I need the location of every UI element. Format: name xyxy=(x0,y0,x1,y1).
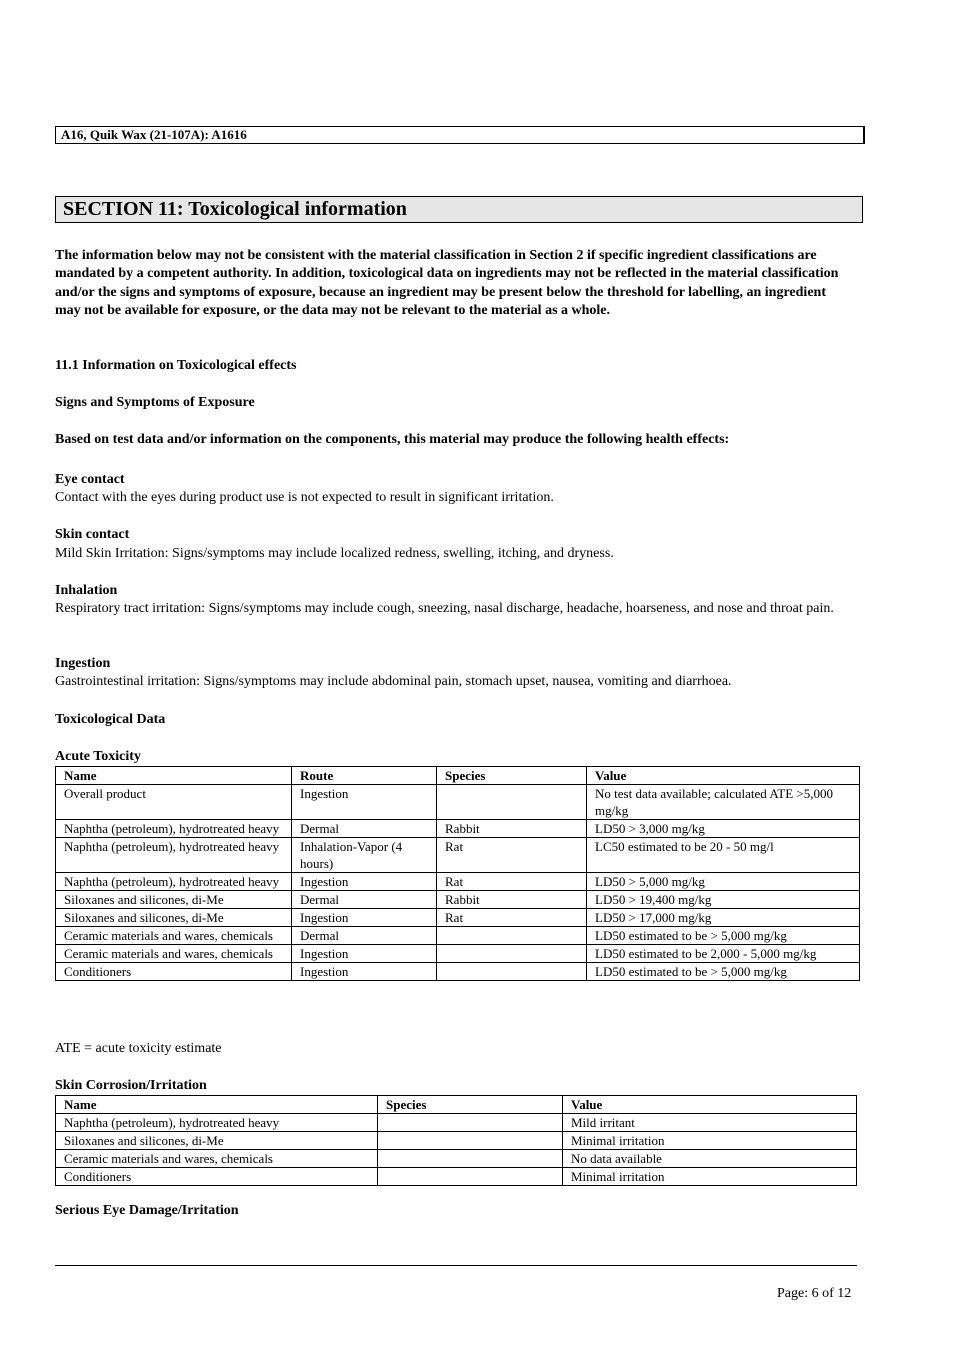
table-cell: Rat xyxy=(437,873,587,891)
skin-contact-heading: Skin contact xyxy=(55,527,130,542)
skin-contact-text: Mild Skin Irritation: Signs/symptoms may include localized redness, swelling, itching, and dryness. xyxy=(55,546,614,561)
intro-paragraph: The information below may not be consistent with the material classification in Section 2 if specific ingredient classifications are mandated by a competent authority. In addition, toxicological data on ingredients may not be reflected in the material classification and/or the signs and symptoms of exposure, because an ingredient may be present below the threshold for labelling, an ingredient may not be available for exposure, or the data may not be relevant to the material as a whole. xyxy=(55,248,839,319)
table-row xyxy=(56,945,860,963)
table-row xyxy=(56,1114,857,1132)
column-header: Species xyxy=(378,1096,563,1114)
table-cell: Ceramic materials and wares, chemicals xyxy=(56,927,292,945)
table-cell: No test data available; calculated ATE >5,000 mg/kg xyxy=(587,785,860,820)
table-cell xyxy=(378,1150,563,1168)
table-cell: Naphtha (petroleum), hydrotreated heavy xyxy=(56,838,292,873)
table-cell xyxy=(437,927,587,945)
eye-damage-heading: Serious Eye Damage/Irritation xyxy=(55,1203,239,1218)
table-cell: LD50 estimated to be > 5,000 mg/kg xyxy=(587,927,860,945)
table-cell: LD50 estimated to be 2,000 - 5,000 mg/kg xyxy=(587,945,860,963)
skin-corrosion-heading: Skin Corrosion/Irritation xyxy=(55,1078,207,1093)
table-row xyxy=(56,927,860,945)
table-row xyxy=(56,873,860,891)
product-header: A16, Quik Wax (21-107A): A1616 xyxy=(55,126,864,144)
table-cell xyxy=(437,963,587,981)
table-cell: Naphtha (petroleum), hydrotreated heavy xyxy=(56,820,292,838)
table-cell: Conditioners xyxy=(56,1168,378,1186)
inhalation-text: Respiratory tract irritation: Signs/symptoms may include cough, sneezing, nasal discharge, headache, hoarseness, and nose and throat pain. xyxy=(55,601,834,616)
table-cell: Ingestion xyxy=(292,945,437,963)
acute-toxicity-table xyxy=(55,766,860,981)
inhalation-heading: Inhalation xyxy=(55,583,118,598)
table-row xyxy=(56,1132,857,1150)
table-cell: Naphtha (petroleum), hydrotreated heavy xyxy=(56,1114,378,1132)
table-row xyxy=(56,785,860,820)
table-cell: Rabbit xyxy=(437,891,587,909)
table-row xyxy=(56,891,860,909)
column-header: Name xyxy=(56,1096,378,1114)
column-header: Value xyxy=(587,767,860,785)
table-cell: Naphtha (petroleum), hydrotreated heavy xyxy=(56,873,292,891)
health-effects-intro: Based on test data and/or information on the components, this material may produce the following health effects: xyxy=(55,432,730,447)
toxicological-data-heading: Toxicological Data xyxy=(55,712,166,727)
table-header-row xyxy=(56,1096,857,1114)
acute-toxicity-heading: Acute Toxicity xyxy=(55,749,141,764)
table-cell: Siloxanes and silicones, di-Me xyxy=(56,1132,378,1150)
table-cell: LD50 estimated to be > 5,000 mg/kg xyxy=(587,963,860,981)
table-cell: Minimal irritation xyxy=(563,1132,857,1150)
ingestion-heading: Ingestion xyxy=(55,656,111,671)
table-cell: LD50 > 3,000 mg/kg xyxy=(587,820,860,838)
footer-divider xyxy=(55,1265,857,1266)
table-cell: Mild irritant xyxy=(563,1114,857,1132)
table-cell: Rat xyxy=(437,909,587,927)
table-cell xyxy=(437,785,587,820)
section-title: SECTION 11: Toxicological information xyxy=(55,196,863,223)
table-cell: Ceramic materials and wares, chemicals xyxy=(56,1150,378,1168)
table-cell: Siloxanes and silicones, di-Me xyxy=(56,909,292,927)
table-row xyxy=(56,1150,857,1168)
table-cell: Ceramic materials and wares, chemicals xyxy=(56,945,292,963)
table-cell: LC50 estimated to be 20 - 50 mg/l xyxy=(587,838,860,873)
table-row xyxy=(56,838,860,873)
table-cell: Ingestion xyxy=(292,963,437,981)
eye-contact-text: Contact with the eyes during product use is not expected to result in significant irritation. xyxy=(55,490,554,505)
table-cell: LD50 > 5,000 mg/kg xyxy=(587,873,860,891)
subsection-heading: 11.1 Information on Toxicological effects xyxy=(55,358,297,373)
table-cell: Ingestion xyxy=(292,785,437,820)
column-header: Name xyxy=(56,767,292,785)
table-row xyxy=(56,820,860,838)
table-cell: Ingestion xyxy=(292,873,437,891)
ate-note: ATE = acute toxicity estimate xyxy=(55,1041,222,1056)
table-cell xyxy=(378,1168,563,1186)
eye-contact-heading: Eye contact xyxy=(55,472,125,487)
table-cell: LD50 > 17,000 mg/kg xyxy=(587,909,860,927)
table-cell: Dermal xyxy=(292,820,437,838)
table-cell: Conditioners xyxy=(56,963,292,981)
table-cell: Dermal xyxy=(292,927,437,945)
table-cell: Rat xyxy=(437,838,587,873)
signs-heading: Signs and Symptoms of Exposure xyxy=(55,395,255,410)
table-cell: LD50 > 19,400 mg/kg xyxy=(587,891,860,909)
table-cell: Inhalation-Vapor (4 hours) xyxy=(292,838,437,873)
table-cell xyxy=(437,945,587,963)
column-header: Route xyxy=(292,767,437,785)
column-header: Value xyxy=(563,1096,857,1114)
skin-corrosion-table xyxy=(55,1095,857,1186)
table-header-row xyxy=(56,767,860,785)
table-row xyxy=(56,909,860,927)
table-cell: Siloxanes and silicones, di-Me xyxy=(56,891,292,909)
column-header: Species xyxy=(437,767,587,785)
table-cell: Minimal irritation xyxy=(563,1168,857,1186)
table-cell: Dermal xyxy=(292,891,437,909)
table-cell: No data available xyxy=(563,1150,857,1168)
table-row xyxy=(56,963,860,981)
ingestion-text: Gastrointestinal irritation: Signs/symptoms may include abdominal pain, stomach upset, nausea, vomiting and diarrhoea. xyxy=(55,674,732,689)
table-cell: Ingestion xyxy=(292,909,437,927)
table-cell xyxy=(378,1114,563,1132)
page-number: Page: 6 of 12 xyxy=(777,1286,852,1301)
table-cell: Rabbit xyxy=(437,820,587,838)
table-row xyxy=(56,1168,857,1186)
table-cell: Overall product xyxy=(56,785,292,820)
table-cell xyxy=(378,1132,563,1150)
